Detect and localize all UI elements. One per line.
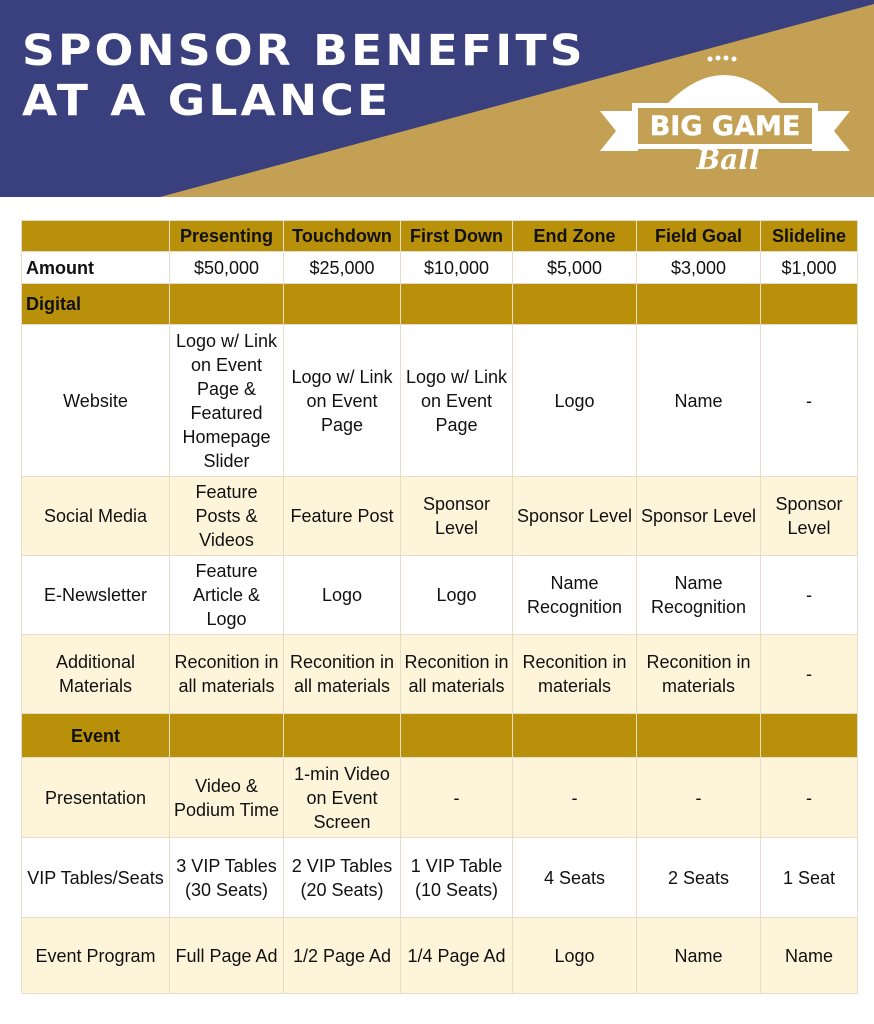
benefit-cell: Logo bbox=[513, 325, 637, 477]
table-row-vip-tables bbox=[22, 838, 858, 918]
row-label: Presentation bbox=[22, 758, 170, 838]
benefit-cell: Logo bbox=[401, 556, 513, 635]
benefit-cell: Reconition in materials bbox=[637, 635, 761, 714]
logo-text-big-game: BIG GAME bbox=[649, 111, 801, 142]
tier-header: End Zone bbox=[513, 221, 637, 252]
section-cell bbox=[637, 284, 761, 325]
tier-header: Touchdown bbox=[284, 221, 401, 252]
benefit-cell: Reconition in all materials bbox=[170, 635, 284, 714]
amount-cell: $10,000 bbox=[401, 252, 513, 284]
tier-header: First Down bbox=[401, 221, 513, 252]
sponsor-benefits-table bbox=[21, 220, 858, 994]
tier-header: Slideline bbox=[761, 221, 858, 252]
benefit-cell: Name Recognition bbox=[513, 556, 637, 635]
table-row-additional-materials bbox=[22, 635, 858, 714]
benefit-cell: Logo bbox=[284, 556, 401, 635]
benefit-cell: Reconition in materials bbox=[513, 635, 637, 714]
benefit-cell: Sponsor Level bbox=[637, 477, 761, 556]
benefit-cell: 1/4 Page Ad bbox=[401, 918, 513, 994]
amount-cell: $3,000 bbox=[637, 252, 761, 284]
benefit-cell: Logo w/ Link on Event Page & Featured Homepage Slider bbox=[170, 325, 284, 477]
title-line-2: AT A GLANCE bbox=[22, 76, 392, 126]
section-cell bbox=[401, 284, 513, 325]
benefit-cell: Sponsor Level bbox=[513, 477, 637, 556]
benefit-cell: - bbox=[761, 758, 858, 838]
amount-cell: $5,000 bbox=[513, 252, 637, 284]
benefit-cell: Video & Podium Time bbox=[170, 758, 284, 838]
page-title bbox=[22, 26, 586, 126]
section-cell bbox=[513, 714, 637, 758]
benefit-cell: Reconition in all materials bbox=[284, 635, 401, 714]
benefit-cell: - bbox=[513, 758, 637, 838]
row-label: Additional Materials bbox=[22, 635, 170, 714]
section-cell bbox=[513, 284, 637, 325]
benefit-cell: Name Recognition bbox=[637, 556, 761, 635]
section-row-event bbox=[22, 714, 858, 758]
amount-row bbox=[22, 252, 858, 284]
benefit-cell: 1-min Video on Event Screen bbox=[284, 758, 401, 838]
benefit-cell: Sponsor Level bbox=[761, 477, 858, 556]
header-corner-cell bbox=[22, 221, 170, 252]
section-cell bbox=[761, 714, 858, 758]
row-label: E-Newsletter bbox=[22, 556, 170, 635]
tier-header-row bbox=[22, 221, 858, 252]
table-row-event-program bbox=[22, 918, 858, 994]
benefit-cell: Logo w/ Link on Event Page bbox=[401, 325, 513, 477]
table-row-social-media bbox=[22, 477, 858, 556]
section-cell bbox=[170, 714, 284, 758]
section-cell bbox=[401, 714, 513, 758]
benefit-cell: - bbox=[401, 758, 513, 838]
section-cell bbox=[170, 284, 284, 325]
amount-cell: $25,000 bbox=[284, 252, 401, 284]
section-label: Digital bbox=[22, 284, 170, 325]
title-line-1: SPONSOR BENEFITS bbox=[22, 26, 586, 76]
amount-cell: $1,000 bbox=[761, 252, 858, 284]
benefit-cell: Feature Posts & Videos bbox=[170, 477, 284, 556]
benefit-cell: 3 VIP Tables (30 Seats) bbox=[170, 838, 284, 918]
benefit-cell: 1/2 Page Ad bbox=[284, 918, 401, 994]
row-label: Website bbox=[22, 325, 170, 477]
benefit-cell: 2 Seats bbox=[637, 838, 761, 918]
tier-header: Presenting bbox=[170, 221, 284, 252]
benefit-cell: 1 Seat bbox=[761, 838, 858, 918]
logo-text-ball: Ball bbox=[696, 143, 760, 175]
row-label: Amount bbox=[22, 252, 170, 284]
benefit-cell: Feature Article & Logo bbox=[170, 556, 284, 635]
big-game-ball-logo bbox=[598, 55, 852, 175]
benefit-cell: Feature Post bbox=[284, 477, 401, 556]
section-cell bbox=[637, 714, 761, 758]
section-cell bbox=[284, 284, 401, 325]
benefit-cell: Name bbox=[761, 918, 858, 994]
section-cell bbox=[284, 714, 401, 758]
benefit-cell: 2 VIP Tables (20 Seats) bbox=[284, 838, 401, 918]
table-row-presentation bbox=[22, 758, 858, 838]
benefit-cell: 4 Seats bbox=[513, 838, 637, 918]
section-row-digital bbox=[22, 284, 858, 325]
row-label: Social Media bbox=[22, 477, 170, 556]
benefit-cell: Reconition in all materials bbox=[401, 635, 513, 714]
benefit-cell: Sponsor Level bbox=[401, 477, 513, 556]
section-label: Event bbox=[22, 714, 170, 758]
benefit-cell: Logo bbox=[513, 918, 637, 994]
benefit-cell: Full Page Ad bbox=[170, 918, 284, 994]
row-label: Event Program bbox=[22, 918, 170, 994]
benefit-cell: Name bbox=[637, 325, 761, 477]
benefit-cell: 1 VIP Table (10 Seats) bbox=[401, 838, 513, 918]
section-cell bbox=[761, 284, 858, 325]
table-row-e-newsletter bbox=[22, 556, 858, 635]
table-row-website bbox=[22, 325, 858, 477]
tier-header: Field Goal bbox=[637, 221, 761, 252]
benefit-cell: - bbox=[761, 325, 858, 477]
benefit-cell: Logo w/ Link on Event Page bbox=[284, 325, 401, 477]
row-label: VIP Tables/Seats bbox=[22, 838, 170, 918]
benefit-cell: - bbox=[637, 758, 761, 838]
benefit-cell: - bbox=[761, 635, 858, 714]
benefit-cell: - bbox=[761, 556, 858, 635]
benefit-cell: Name bbox=[637, 918, 761, 994]
amount-cell: $50,000 bbox=[170, 252, 284, 284]
